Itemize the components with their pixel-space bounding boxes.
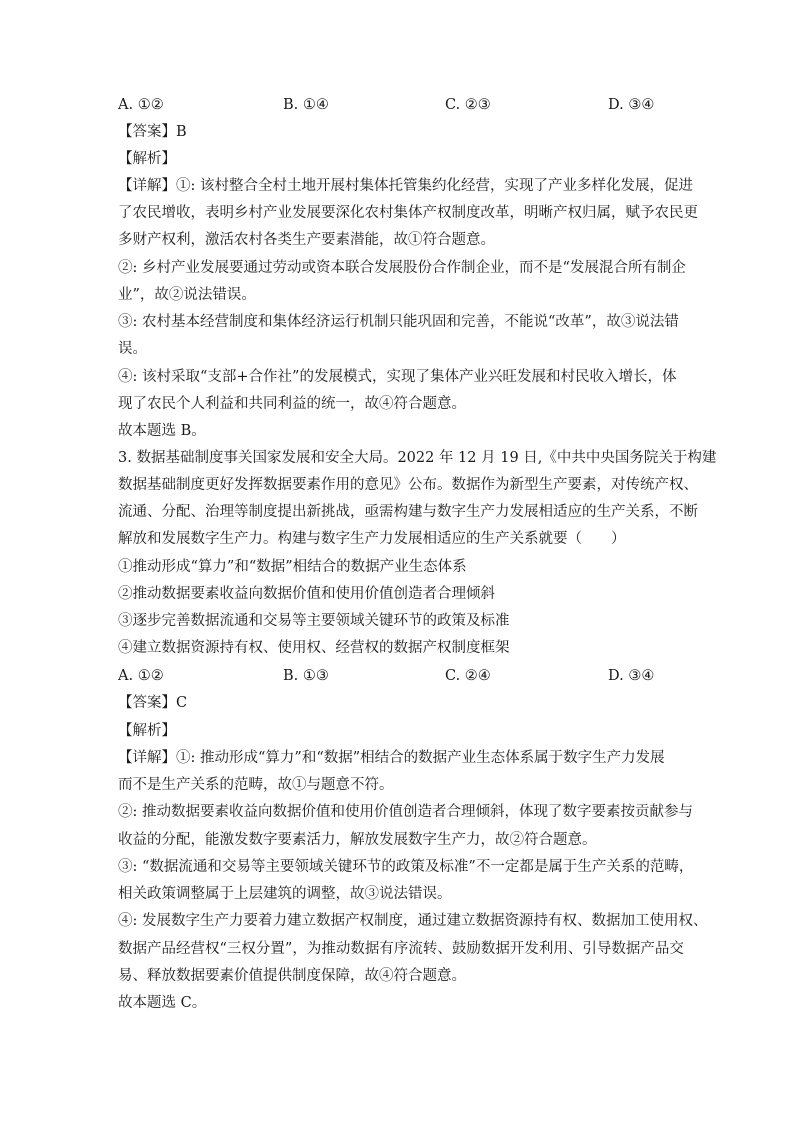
q2-option-c: C. ②③ (445, 97, 491, 113)
q3-explanation-line: 而不是生产关系的范畴，故①与题意不符。 (118, 777, 394, 793)
q3-option-b: B. ①③ (283, 668, 329, 684)
q3-stem-line: 3. 数据基础制度事关国家发展和安全大局。2022 年 12 月 19 日,《中共中央国务院关于构建 (118, 450, 717, 466)
q2-explanation-line: 现了农民个人利益和共同利益的统一，故④符合题意。 (118, 396, 466, 412)
q3-answer-value: C (176, 695, 188, 711)
q2-explanation-line: ③: 农村基本经营制度和集体经济运行机制只能巩固和完善，不能说“改革”，故③说法错 (118, 314, 679, 330)
q2-answer (118, 122, 187, 142)
q2-option-d: D. ③④ (608, 97, 655, 113)
q3-conclusion: 故本题选 C。 (118, 995, 207, 1011)
q3-stem-line: 解放和发展数字生产力。构建与数字生产力发展相适应的生产关系就要（ ） (118, 531, 626, 547)
q3-explanation-line: 相关政策调整属于上层建筑的调整，故③说法错误。 (118, 886, 452, 902)
q3-stem-line: 流通、分配、治理等制度提出新挑战，亟需构建与数字生产力发展相适应的生产关系，不断 (118, 504, 698, 520)
q2-explanation-line: ④: 该村采取“支部+合作社”的发展模式，实现了集体产业兴旺发展和村民收入增长，体 (118, 369, 677, 385)
q2-explanation-line: 业”，故②说法错误。 (118, 287, 256, 303)
q3-option-c: C. ②④ (445, 668, 491, 684)
q3-explanation-line: 数据产品经营权“三权分置”，为推动数据有序流转、鼓励数据开发利用、引导数据产品交 (118, 941, 684, 957)
q3-item-4: ④建立数据资源持有权、使用权、经营权的数据产权制度框架 (118, 640, 510, 656)
q3-explanation-line: ④: 发展数字生产力要着力建立数据产权制度，通过建立数据资源持有权、数据加工使用权、 (118, 913, 708, 929)
q2-explanation-line: 【详解】①: 该村整合全村土地开展村集体托管集约化经营，实现了产业多样化发展，促进 (118, 178, 693, 194)
q3-explanation-line: ③: “数据流通和交易等主要领域关键环节的政策及标准”不一定都是属于生产关系的范畴， (118, 859, 694, 875)
q2-explanation-line: ②: 乡村产业发展要通过劳动或资本联合发展股份合作制企业，而不是“发展混合所有制企 (118, 260, 686, 276)
q3-item-2: ②推动数据要素收益向数据价值和使用价值创造者合理倾斜 (118, 586, 495, 602)
q2-answer-tag: 【答案】 (118, 124, 176, 140)
q2-explanation-line: 了农民增收，表明乡村产业发展要深化农村集体产权制度改革，明晰产权归属，赋予农民更 (118, 205, 698, 221)
q2-explanation-line: 误。 (118, 341, 147, 357)
q2-explanation-line: 多财产权利，激活农村各类生产要素潜能，故①符合题意。 (118, 232, 495, 248)
q3-explanation-line: 易、释放数据要素价值提供制度保障，故④符合题意。 (118, 968, 466, 984)
q3-stem-line: 数据基础制度更好发挥数据要素作用的意见》公布。数据作为新型生产要素，对传统产权、 (118, 477, 698, 493)
q2-option-a: A. ①② (118, 97, 164, 113)
q3-explanation-line: 【详解】①: 推动形成“算力”和“数据”相结合的数据产业生态体系属于数字生产力发展 (118, 750, 665, 766)
q3-option-d: D. ③④ (608, 668, 655, 684)
q3-explanation-line: 收益的分配，能激发数字要素活力，解放发展数字生产力，故②符合题意。 (118, 832, 597, 848)
q3-item-1: ①推动形成“算力”和“数据”相结合的数据产业生态体系 (118, 559, 467, 575)
q2-answer-value: B (176, 124, 187, 140)
q3-option-a: A. ①② (118, 668, 164, 684)
q3-answer-tag: 【答案】 (118, 695, 176, 711)
q3-explanation-line: ②: 推动数据要素收益向数据价值和使用价值创造者合理倾斜，体现了数字要素按贡献参与 (118, 804, 693, 820)
q2-analysis-heading: 【解析】 (118, 151, 176, 167)
q3-answer (118, 693, 187, 713)
q2-option-b: B. ①④ (283, 97, 329, 113)
q2-conclusion: 故本题选 B。 (118, 423, 206, 439)
q3-item-3: ③逐步完善数据流通和交易等主要领域关键环节的政策及标准 (118, 613, 510, 629)
q3-analysis-heading: 【解析】 (118, 723, 176, 739)
